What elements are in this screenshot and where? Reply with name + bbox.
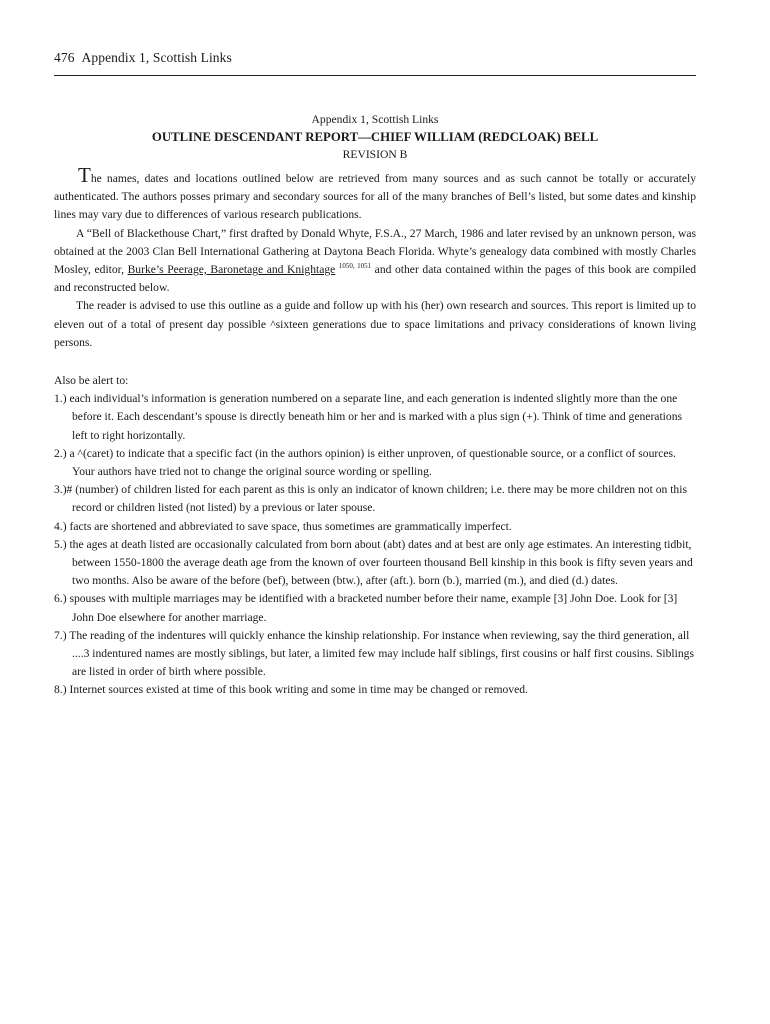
- alert-heading: Also be alert to:: [54, 374, 129, 388]
- alert-list: [54, 390, 696, 699]
- intro-paragraph-2-text: A “Bell of Blackethouse Chart,” first drafted by Donald Whyte, F.S.A., 27 March, 1986 and later revised by an unknown person, was obtained at the 2003 Clan Bell International Gathering at Daytona Beach Florida. Whyte’s genealogy data combined with mostly Charles Mosley, editor,: [54, 226, 696, 277]
- list-item: 2.) a ^(caret) to indicate that a specific fact (in the authors opinion) is either unproven, of questionable source, or a conflict of sources. Your authors have tried not to change the original source wording or spelling.: [54, 446, 676, 479]
- book-title: Burke’s Peerage, Baronetage and Knightage: [127, 263, 336, 277]
- footnote-refs: 1050, 1051: [338, 262, 372, 271]
- intro-paragraph-3: The reader is advised to use this outline as a guide and follow up with his (her) own research and sources. This report is limited up to eleven out of a total of present day possible ^sixteen generations due to space limitations and privacy considerations of known living persons.: [54, 299, 696, 349]
- drop-cap: T: [78, 163, 91, 187]
- list-item: 7.) The reading of the indentures will quickly enhance the kinship relationship. For instance when reviewing, say the third generation, all ....3 indentured names are mostly siblings, but later, a limited few may include half siblings, first cousins or half first cousins. Siblings are listed in order of birth where possible.: [54, 628, 694, 679]
- list-item: 1.) each individual’s information is generation numbered on a separate line, and each generation is indented slightly more than the one before it. Each descendant’s spouse is directly beneath him or her and is marked with a plus sign (+). Think of time and generations left to right horizontally.: [54, 392, 683, 442]
- intro-paragraph-2: [54, 225, 696, 298]
- page-number: 476: [54, 50, 75, 65]
- list-item: 6.) spouses with multiple marriages may be identified with a bracketed number before their name, example [3] John Doe. Look for [3] John Doe elsewhere for another marriage.: [54, 592, 678, 624]
- intro-paragraph-1-text: he names, dates and locations outlined below are retrieved from many sources and as such cannot be totally or accurately authenticated. The authors posses primary and secondary sources for all of the many branches of Bell’s listed, but some dates and kinship lines may vary due to differences of various research publications.: [54, 172, 696, 222]
- page-body: [54, 112, 696, 700]
- list-item: 8.) Internet sources existed at time of this book writing and some in time may be changed or removed.: [54, 683, 528, 697]
- running-title: Appendix 1, Scottish Links: [81, 50, 232, 65]
- running-head: [54, 50, 232, 66]
- report-title: OUTLINE DESCENDANT REPORT—CHIEF WILLIAM (REDCLOAK) BELL: [151, 130, 599, 144]
- appendix-subtitle: Appendix 1, Scottish Links: [311, 113, 439, 126]
- list-item: 3.)# (number) of children listed for each parent as this is only an indicator of known children; i.e. there may be more children not on this record or children listed (not listed) by a previous or later spouse.: [54, 483, 687, 515]
- intro-paragraph-1: [54, 163, 696, 225]
- header-rule: [54, 75, 696, 76]
- revision-label: REVISION B: [342, 148, 408, 161]
- list-item: 5.) the ages at death listed are occasionally calculated from born about (abt) dates and at best are only age estimates. An interesting tidbit, between 1550-1800 the average death age from the known of over fourteen thousand Bell kinship in this book is fifty seven years and two months. Also be aware of the before (bef), between (btw.), after (aft.). born (b.), married (m.), and died (d.) dates.: [54, 537, 693, 588]
- list-item: 4.) facts are shortened and abbreviated to save space, thus sometimes are grammatically imperfect.: [54, 519, 512, 533]
- intro-paragraph-2-tail: and other data contained within the pages of this book are compiled and reconstructed below.: [54, 263, 697, 295]
